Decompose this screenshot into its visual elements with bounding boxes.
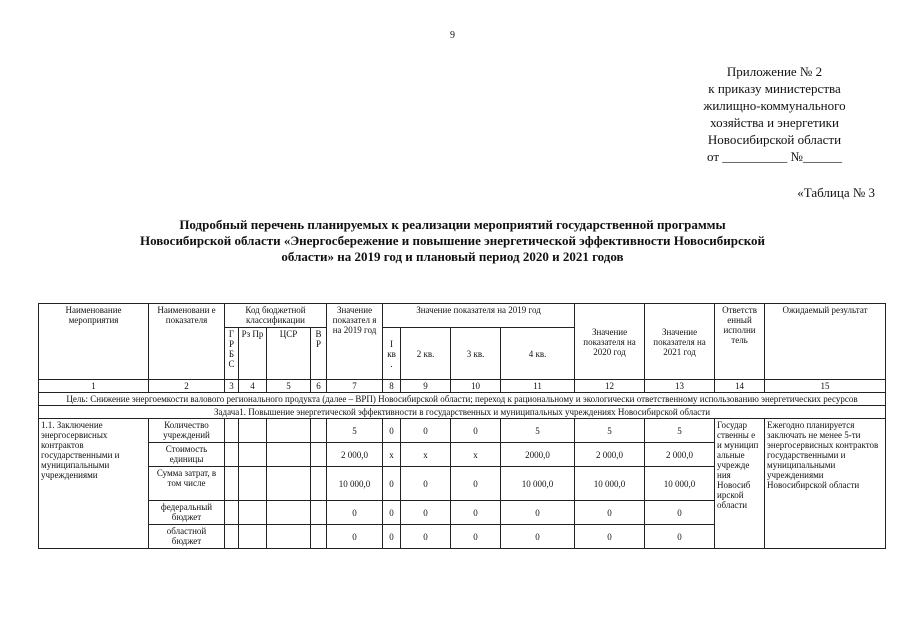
appendix-line: Приложение № 2 [726, 64, 823, 79]
value-cell: 0 [401, 501, 451, 525]
value-cell: 0 [383, 525, 401, 549]
value-cell: 0 [575, 501, 645, 525]
header-q3: 3 кв. [451, 328, 501, 380]
column-number: 8 [383, 380, 401, 393]
header-csr: ЦСР [267, 328, 311, 380]
value-cell: 0 [501, 501, 575, 525]
value-cell: х [401, 443, 451, 467]
header-grbs: Г Р Б С [225, 328, 239, 380]
goal-row: Цель: Снижение энергоемкости валового регионального продукта (далее – ВРП) Новосибирской области; переход к рациональному и экологически ответственному использованию энергетических ресурсов [39, 393, 886, 406]
table-row [39, 419, 886, 443]
title-line: Подробный перечень планируемых к реализации мероприятий государственной программы [179, 217, 726, 232]
value-cell: 5 [501, 419, 575, 443]
indicator-cell: федеральный бюджет [149, 501, 225, 525]
column-number: 7 [327, 380, 383, 393]
value-cell: 0 [327, 501, 383, 525]
indicator-cell: Количество учреждений [149, 419, 225, 443]
value-cell: 0 [401, 525, 451, 549]
column-number: 12 [575, 380, 645, 393]
header-rz-pr: Рз Пр [239, 328, 267, 380]
header-vr: В Р [311, 328, 327, 380]
header-expected-result: Ожидаемый результат [765, 304, 886, 380]
header-event-name: Наименование мероприятия [39, 304, 149, 380]
value-cell: 2 000,0 [575, 443, 645, 467]
value-cell: 0 [401, 467, 451, 501]
responsible-cell: Государ ственны е и муницип альные учрежде ния Новосиб ирской области [715, 419, 765, 549]
value-cell: 0 [451, 419, 501, 443]
header-value-2021: Значение показателя на 2021 год [645, 304, 715, 380]
header-value-2019: Значение показател я на 2019 год [327, 304, 383, 380]
column-number: 4 [239, 380, 267, 393]
column-number: 13 [645, 380, 715, 393]
appendix-line: хозяйства и энергетики [710, 115, 839, 130]
value-cell: 0 [575, 525, 645, 549]
value-cell: 10 000,0 [645, 467, 715, 501]
value-cell: 0 [383, 419, 401, 443]
value-cell: 0 [383, 501, 401, 525]
header-q4: 4 кв. [501, 328, 575, 380]
value-cell: 10 000,0 [575, 467, 645, 501]
header-budget-code: Код бюджетной классификации [225, 304, 327, 328]
appendix-line: жилищно-коммунального [703, 98, 846, 113]
appendix-line: Новосибирской области [707, 132, 842, 147]
measures-table [38, 303, 886, 549]
value-cell: 0 [327, 525, 383, 549]
appendix-line: к приказу министерства [708, 81, 841, 96]
value-cell: 10 000,0 [501, 467, 575, 501]
value-cell: 10 000,0 [327, 467, 383, 501]
expected-result-cell: Ежегодно планируется заключать не менее 5-ти энергосервисных контрактов государственными и муниципальными учреждениями Новосибирской области [765, 419, 886, 549]
value-cell: 0 [451, 525, 501, 549]
value-cell: 0 [451, 467, 501, 501]
indicator-cell: областной бюджет [149, 525, 225, 549]
column-number: 9 [401, 380, 451, 393]
column-number: 10 [451, 380, 501, 393]
column-number: 6 [311, 380, 327, 393]
header-value-2020: Значение показателя на 2020 год [575, 304, 645, 380]
value-cell: 2 000,0 [327, 443, 383, 467]
value-cell: х [383, 443, 401, 467]
header-responsible: Ответств енный исполни тель [715, 304, 765, 380]
indicator-cell: Сумма затрат, в том числе [149, 467, 225, 501]
title-line: Новосибирской области «Энергосбережение и повышение энергетической эффективности Новосибирской [139, 233, 766, 248]
value-cell: 5 [645, 419, 715, 443]
column-numbers-row [39, 380, 886, 393]
header-value-2019-quarters: Значение показателя на 2019 год [383, 304, 575, 328]
event-name: 1.1. Заключение энергосервисных контрактов государственными и муниципальными учреждениями [39, 419, 149, 549]
header-q2: 2 кв. [401, 328, 451, 380]
column-number: 5 [267, 380, 311, 393]
table-reference: «Таблица № 3 [797, 185, 875, 200]
column-number: 14 [715, 380, 765, 393]
indicator-cell: Стоимость единицы [149, 443, 225, 467]
column-number: 2 [149, 380, 225, 393]
column-number: 15 [765, 380, 886, 393]
header-indicator-name: Наименовани е показателя [149, 304, 225, 380]
value-cell: 2 000,0 [645, 443, 715, 467]
appendix-block [672, 63, 877, 165]
column-number: 1 [39, 380, 149, 393]
header-q1: I кв . [383, 328, 401, 380]
document-title [100, 217, 805, 265]
task-row: Задача1. Повышение энергетической эффективности в государственных и муниципальных учреждениях Новосибирской области [39, 406, 886, 419]
value-cell: 0 [401, 419, 451, 443]
title-line: области» на 2019 год и плановый период 2020 и 2021 годов [281, 249, 624, 264]
value-cell: 0 [645, 525, 715, 549]
value-cell: 0 [501, 525, 575, 549]
value-cell: 0 [451, 501, 501, 525]
value-cell: х [451, 443, 501, 467]
value-cell: 5 [327, 419, 383, 443]
value-cell: 0 [645, 501, 715, 525]
appendix-line: от __________ №______ [707, 149, 842, 164]
column-number: 11 [501, 380, 575, 393]
value-cell: 0 [383, 467, 401, 501]
column-number: 3 [225, 380, 239, 393]
value-cell: 5 [575, 419, 645, 443]
page-number: 9 [450, 30, 455, 41]
value-cell: 2000,0 [501, 443, 575, 467]
